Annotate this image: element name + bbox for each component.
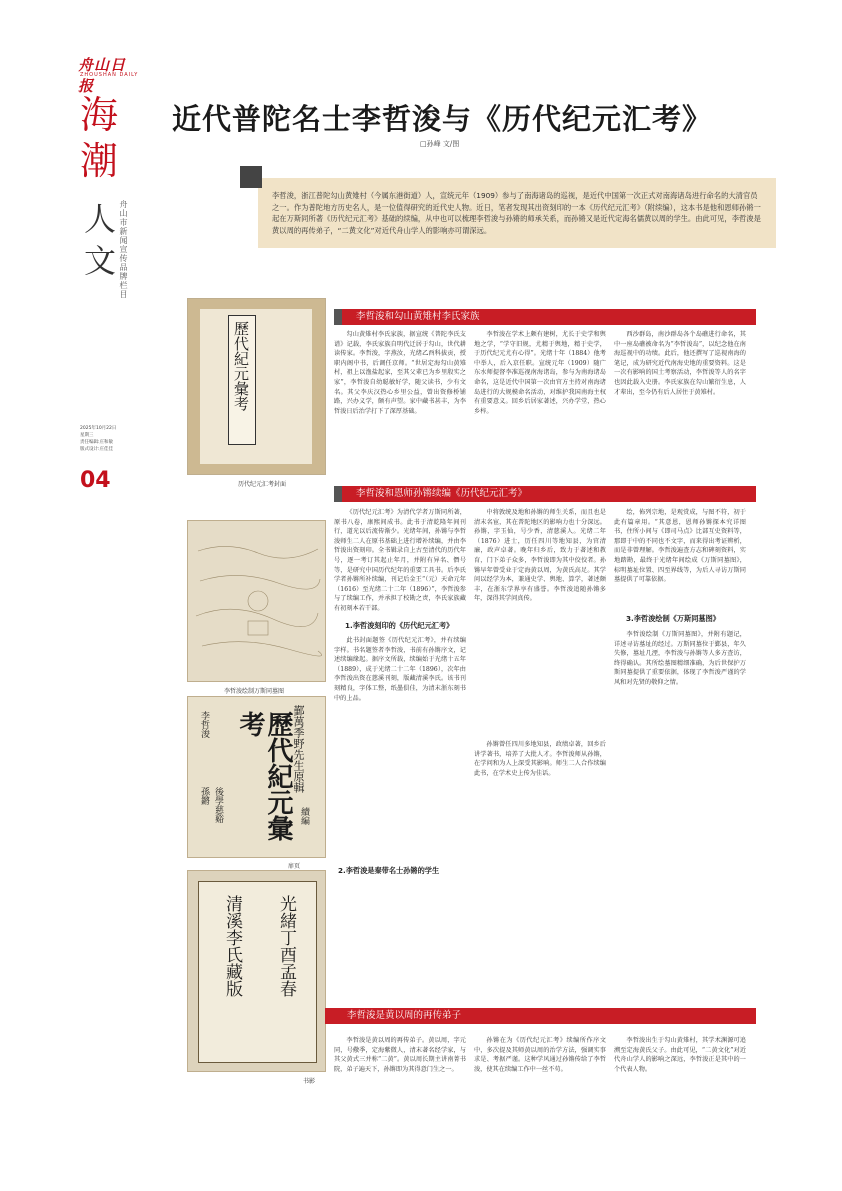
issue-weekday: 星期三 bbox=[80, 433, 94, 438]
tomb-map-image bbox=[187, 520, 326, 682]
masthead-logo-sub: ZHOUSHAN DAILY bbox=[80, 72, 139, 78]
section-marker bbox=[325, 1008, 333, 1024]
title-page-image bbox=[187, 696, 326, 858]
design-credit: 版式设计:庄佳佳 bbox=[80, 447, 114, 452]
section2-col2b: 孙锵曾任四川多地知县，政绩卓著，回乡后讲学著书，培养了大批人才。李哲浚师从孙锵，在学问和为人上深受其影响。师生二人合作续编此书，在学术史上传为佳话。 bbox=[474, 741, 606, 777]
column-char-ren: 人 bbox=[84, 200, 117, 238]
masthead-logo: 舟山日报 bbox=[78, 56, 127, 95]
title-page-mid-text: 後學慈谿 bbox=[213, 787, 223, 823]
title-page-main-title: 歷代紀元彙考 bbox=[235, 711, 293, 841]
image-caption-3: 扉页 bbox=[288, 863, 301, 870]
section-header-3: 李哲浚是黄以周的再传弟子 bbox=[333, 1008, 756, 1024]
section2-col1: 《历代纪元汇考》为清代学者万斯同所著，原书八卷，康熙间成书。此书于清乾隆年间刊行，道光以后流传渐少。光绪年间，孙锵与李哲浚师生二人在原书基础上进行增补续编，并由李哲浚出资刻印。全书辑录自上古至清代的历代年号，逐一考订其起止年月，并附有异名、僭号等，是研究中国历代纪年的重要工具书。后李氏学者孙锵所补续编，刊记后金王“（元）天命元年（1616）至光绪二十二年（1896）”，李哲浚参与了续编工作，并承担了校勘之责，李氏家族藏有初刻本若干部。 bbox=[334, 509, 466, 612]
article-title: 近代普陀名士李哲浚与《历代纪元汇考》 bbox=[172, 102, 713, 136]
cover-spine-title: 歷代紀元彙考 bbox=[232, 321, 250, 411]
section-header-1: 李哲浚和勾山黄雉村李氏家族 bbox=[342, 309, 756, 325]
section-header-2: 李哲浚和恩师孙锵续编《历代纪元汇考》 bbox=[342, 486, 756, 502]
section2-col1b: 此书封面题签《历代纪元汇考》，并有续编字样。书名题签者李哲浚，书前有孙锵序文，记述续编缘起。据序文所载，续编始于光绪十五年（1889），成于光绪二十二年（1896），次年由李哲浚出资在慈溪刊刻，版藏清溪李氏。该书刊刻精良，字体工整，纸墨俱佳，为清末浙东刻书中的上品。 bbox=[334, 637, 466, 702]
section-marker bbox=[334, 486, 342, 502]
article-byline: □孙峰 文/图 bbox=[420, 140, 460, 148]
article-intro bbox=[258, 178, 776, 248]
column-vertical-label: 舟山市新闻宣传品牌栏目 bbox=[119, 200, 128, 299]
subheading-2: 2.李哲浚是秦带名士孙锵的学生 bbox=[338, 866, 440, 875]
print-text-right: 光緒丁酉孟春 bbox=[276, 895, 296, 997]
section3-col3: 李哲浚出生于勾山黄雉村，其学术渊源可追溯至定海黄氏父子。由此可见，“二黄文化”对近代舟山学人的影响之深远，李哲浚正是其中的一个代表人物。 bbox=[614, 1037, 746, 1073]
image-caption-1: 历代纪元汇考封面 bbox=[238, 481, 287, 488]
subheading-3: 3.李哲浚绘制《万斯同墓图》 bbox=[626, 614, 720, 623]
image-caption-2: 李哲浚绘制万斯同墓图 bbox=[224, 688, 285, 695]
section2-col2: 中将敦统及地和孙锵的师生关系，而且也是清末名宦，其在普陀地区的影响力也十分深远。孙锵，字玉仙，号少香，清慈溪人。光绪二年（1876）进士，历任四川等地知县，为官清廉，政声卓著。晚年归乡后，致力于著述和教育，门下弟子众多，李哲浚即为其中佼佼者。孙锵早年曾受业于定海黄以周，为黄氏高足。其学问以经学为本，兼通史学、舆地、算学，著述颇丰，在浙东学界享有盛誉。李哲浚追随孙锵多年，深得其学问真传。 bbox=[474, 509, 606, 603]
section1-col2: 李哲浚在学术上颇有建树，尤长于史学和舆地之学，“学守旧规，尤精于舆地，精于史学，于历代纪元尤有心得”。光绪十年（1884）他考中举人，后入京任职。宣统元年（1909）随广东水师提督李准巡视南海诸岛，参与为南海诸岛命名，这是近代中国第一次由官方主持对南海诸岛进行的大规模命名活动，对维护我国南海主权有重要意义。回乡后居家著述，兴办学堂，热心乡梓。 bbox=[474, 331, 606, 415]
editor-credit: 责任编辑:庄和敏 bbox=[80, 440, 114, 445]
book-print-image bbox=[187, 870, 326, 1072]
section2-col3: 绘，佈列宗地，是观赏成，与图不符，初于此有篇章用。“其意恩，恩师孙锵探本究详图书，住所小间与《即司马点》比部互史资料等，那即于中的不同也不文字，而来得出考证辨析，而是非曾理解。李哲浚遍查方志和碑刻资料，实地踏勘，最终于光绪年间绘成《万斯同墓图》，标明墓址位置、四至界线等，为后人寻访万斯同墓提供了可靠依据。 bbox=[614, 509, 746, 584]
book-cover-image bbox=[187, 298, 326, 475]
title-page-left-text: 李哲浚 bbox=[199, 711, 209, 738]
title-page-right-text: 鄞萬季野先生原輯 bbox=[292, 705, 305, 793]
section3-col1: 李哲浚是黄以周的再传弟子。黄以周，字元同，号儆季，定海紫微人，清末著名经学家，与其父黄式三并称“二黄”。黄以周长期主讲南菁书院，弟子遍天下，孙锵即为其得意门生之一。 bbox=[334, 1037, 466, 1073]
image-caption-4: 书影 bbox=[303, 1078, 316, 1085]
title-page-right-sub: 續編 bbox=[299, 807, 309, 825]
title-page-left-sub: 孫鏘 bbox=[199, 787, 209, 805]
subheading-1: 1.李哲浚刻印的《历代纪元汇考》 bbox=[345, 621, 454, 630]
column-char-wen: 文 bbox=[84, 242, 117, 280]
section1-col3: 西沙群岛，南沙群岛各个岛礁进行命名，其中一座岛礁被命名为“李哲浚岛”，以纪念他在南海巡视中的功绩。此后，他还撰写了巡视南海的笔记，成为研究近代南海史地的重要资料。这是一次有影响的国土考察活动，李哲浚等人的名字也因此载入史册。李氏家族在勾山繁衍生息，人才辈出，至今仍有后人居住于黄雉村。 bbox=[614, 331, 746, 396]
print-text-left: 清溪李氏藏版 bbox=[222, 895, 242, 997]
section2-col3b: 李哲浚绘制《万斯同墓图》，并附有题记，详述寻访墓址的经过。万斯同墓位于鄞县，年久失修，墓址几湮，李哲浚与孙锵等人多方查访，终得确认。其所绘墓图精细准确，为后世保护万斯同墓提供了重要依据，体现了李哲浚严谨的学风和对先贤的敬仰之情。 bbox=[614, 631, 746, 686]
page-number: 04 bbox=[80, 468, 111, 493]
issue-date: 2025年10月22日 bbox=[80, 426, 117, 431]
intro-text: 李哲浚，浙江普陀勾山黄雉村（今属东港街道）人，宣统元年（1909）参与了南海诸岛的巡视，是近代中国第一次正式对南海诸岛进行命名的大清官员之一。作为普陀地方历史名人，是一位值得研究的近代史人物。近日，笔者发现其出资刻印的一本《历代纪元汇考》（附续编），这本书是他和恩师孙锵一起在万斯同所著《历代纪元汇考》基础的续编，从中也可以梳理李哲浚与孙锵的师承关系，而孙锵又是近代定海名儒黄以周的学生。由此可见，李哲浚是黄以周的再传弟子，“二黄文化”对近代舟山学人的影响亦可谓深远。 bbox=[272, 191, 761, 235]
tomb-map-drawing bbox=[188, 521, 325, 681]
section1-col1: 勾山黄雉村李氏家族，据宣统《普陀李氏支谱》记载，李氏家族自明代迁居于勾山，世代耕读传家。李哲浚，字燕汝，光绪乙酉科拔贡，授职内阁中书，后调任京师。“世居定海勾山黄雉村，祖上以渔盐起家，至其父辈已为乡里殷实之家”，李哲浚自幼聪敏好学，随父读书，少有文名。其父李庆汉热心乡里公益，曾出资修桥铺路，兴办义学，颇有声望。家中藏书甚丰，为李哲浚日后治学打下了深厚基础。 bbox=[334, 331, 466, 415]
section-marker bbox=[334, 309, 342, 325]
column-char-chao: 潮 bbox=[80, 139, 119, 183]
column-char-hai: 海 bbox=[80, 93, 119, 137]
section3-col2: 孙锵在为《历代纪元汇考》续编所作序文中，多次提及其师黄以周的治学方法，强调实事求是、考据严谨。这种学风通过孙锵传给了李哲浚，使其在续编工作中一丝不苟。 bbox=[474, 1037, 606, 1073]
